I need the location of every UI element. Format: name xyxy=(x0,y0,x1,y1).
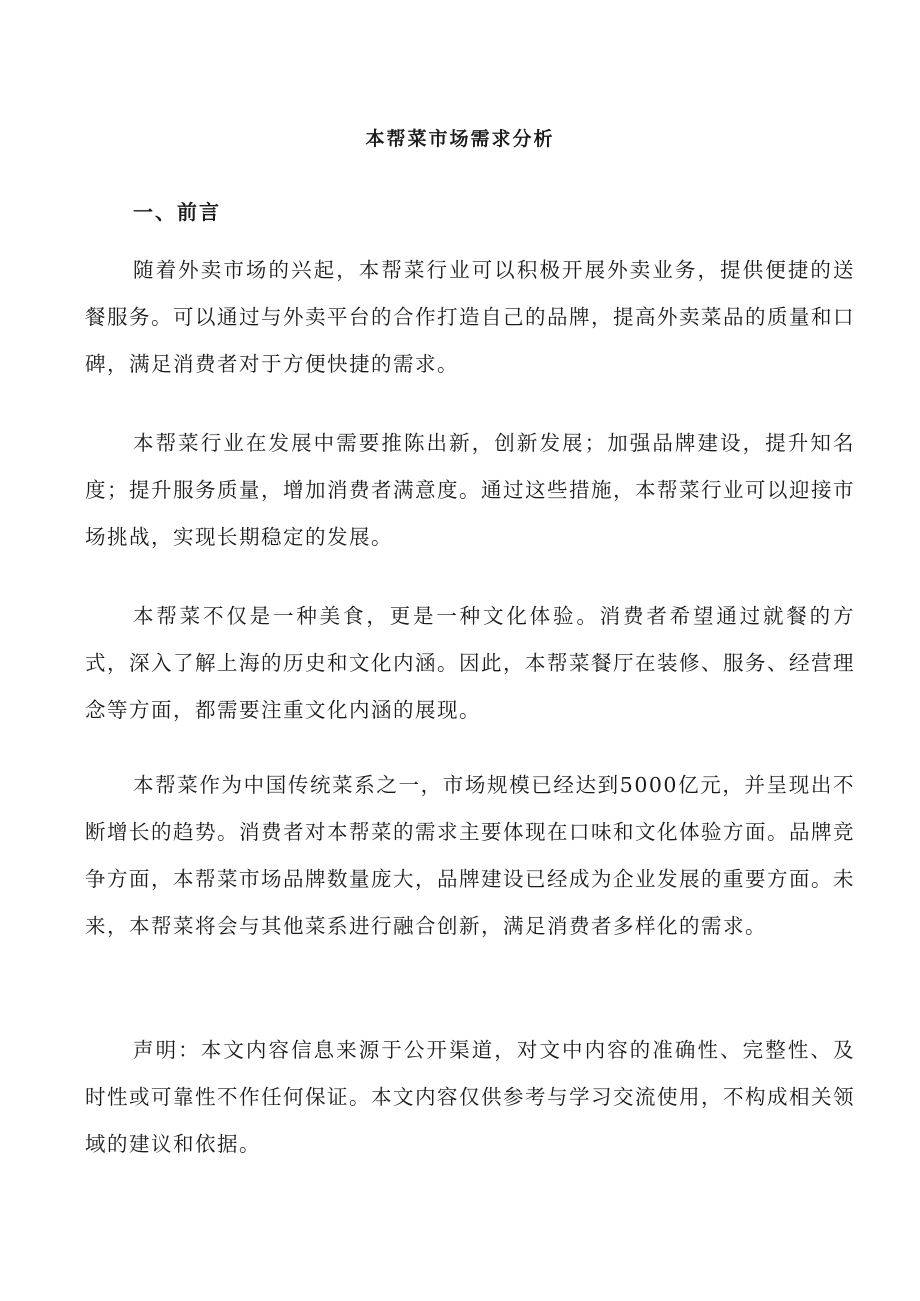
paragraph-takeout: 随着外卖市场的兴起，本帮菜行业可以积极开展外卖业务，提供便捷的送餐服务。可以通过与外卖平台的合作打造自己的品牌，提高外卖菜品的质量和口碑，满足消费者对于方便快捷的需求。 xyxy=(85,258,855,376)
document-title: 本帮菜市场需求分析 xyxy=(365,128,555,150)
section-heading: 一、前言 xyxy=(133,200,221,224)
paragraph-culture: 本帮菜不仅是一种美食，更是一种文化体验。消费者希望通过就餐的方式，深入了解上海的历史和文化内涵。因此，本帮菜餐厅在装修、服务、经营理念等方面，都需要注重文化内涵的展现。 xyxy=(85,604,855,722)
paragraph-disclaimer: 声明：本文内容信息来源于公开渠道，对文中内容的准确性、完整性、及时性或可靠性不作任何保证。本文内容仅供参考与学习交流使用，不构成相关领域的建议和依据。 xyxy=(85,1038,855,1156)
paragraph-development: 本帮菜行业在发展中需要推陈出新，创新发展；加强品牌建设，提升知名度；提升服务质量，增加消费者满意度。通过这些措施，本帮菜行业可以迎接市场挑战，实现长期稳定的发展。 xyxy=(85,431,855,549)
paragraph-market-size: 本帮菜作为中国传统菜系之一，市场规模已经达到5000亿元，并呈现出不断增长的趋势。消费者对本帮菜的需求主要体现在口味和文化体验方面。品牌竞争方面，本帮菜市场品牌数量庞大，品牌建设已经成为企业发展的重要方面。未来，本帮菜将会与其他菜系进行融合创新，满足消费者多样化的需求。 xyxy=(85,773,855,938)
